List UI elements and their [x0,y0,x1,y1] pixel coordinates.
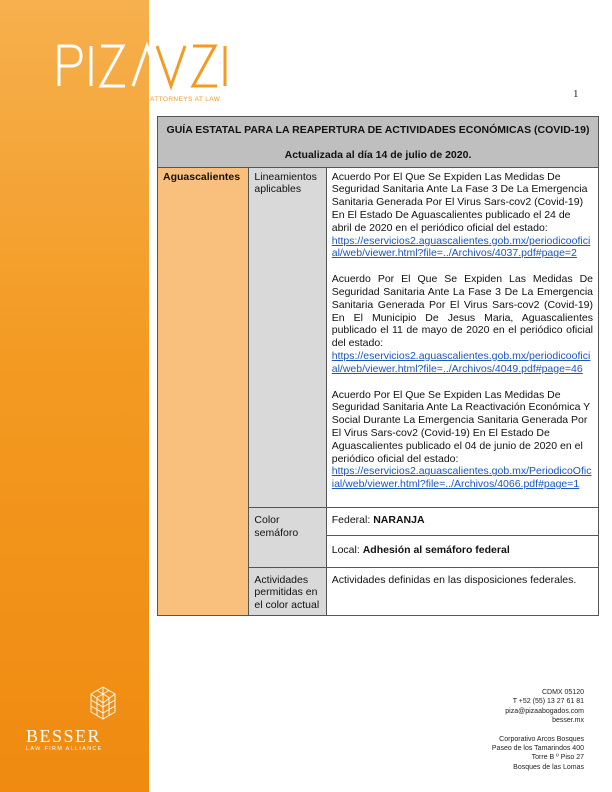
lineamientos-content [326,167,598,507]
address-line: Torre B º Piso 27 [531,754,584,762]
state-name: Aguascalientes [158,167,249,615]
header-row [158,117,599,168]
actividades-label: Actividades permitidas en el color actual [249,567,326,615]
address-line: Corporativo Arcos Bosques [499,735,584,743]
guide-table [157,116,599,616]
federal-label: Federal: [331,513,371,526]
acuerdo-link[interactable]: https://eservicios2.aguascalientes.gob.mx/periodicooficial/web/viewer.html?file=../Archivos/4049.pdf#page=46 [331,349,591,375]
local-value: Adhesión al semáforo federal [362,543,510,556]
list-item [332,273,593,375]
update-date: Actualizada al día 14 de julio de 2020. [284,148,472,161]
acuerdo-link[interactable]: https://eservicios2.aguascalientes.gob.mx/PeriodicoOficial/web/viewer.html?file=../Archivos/4066.pdf#page=1 [331,465,592,491]
list-item [332,389,593,491]
acuerdo-text: Acuerdo Por El Que Se Expiden Las Medidas De Seguridad Sanitaria Ante La Fase 3 De La Emergencia Sanitaria Generada Por El Virus Sars-cov2 (Covid-19) En El Municipio De Jesus Maria, Aguascalientes publicado el 11 de mayo de 2020 en el periódico oficial del estado: [331,273,593,350]
contact-city: CDMX 05120 [541,689,584,696]
piza-logo [57,40,156,89]
besser-name: BESSER [26,726,102,746]
sidebar-band [0,0,149,792]
logo-subtitle: ATTORNEYS AT LAW [150,96,221,103]
list-item [332,171,593,261]
piza-logo-mark [57,40,237,90]
federal-value: NARANJA [373,513,425,526]
semaforo-label: Color semáforo [249,507,326,567]
acuerdo-link[interactable]: https://eservicios2.aguascalientes.gob.mx/periodicooficial/web/viewer.html?file=../Archivos/4037.pdf#page=2 [331,234,591,260]
local-label: Local: [331,543,360,556]
acuerdo-text: Acuerdo Por El Que Se Expiden Las Medidas De Seguridad Sanitaria Ante La Reactivación Económica Y Social Durante La Emergencia Sanitaria Generada Por El Virus Sars-cov2 (Covid-19) En El Estado De Aguascalientes publicado el 04 de junio de 2020 en el periódico oficial del estado: [331,388,590,465]
page-number: 1 [573,88,579,100]
contact-email[interactable]: piza@pizaabogados.com [505,707,584,715]
contact-phone: T +52 (55) 13 27 61 81 [512,698,584,706]
acuerdo-text: Acuerdo Por El Que Se Expiden Las Medidas De Seguridad Sanitaria Ante La Fase 3 De La Emergencia Sanitaria Generada Por El Virus Sars-cov2 (Covid-19) En El Estado De Aguascalientes publicado el 24 de abril de 2020 en el periódico oficial del estado: [331,170,588,234]
besser-subtitle: LAW FIRM ALLIANCE [26,746,103,752]
actividades-value: Actividades definidas en las disposiciones federales. [326,567,598,615]
local-semaforo [326,535,598,567]
address-line: Bosques de las Lomas [513,763,584,771]
contact-website[interactable]: besser.mx [552,717,584,725]
address-line: Paseo de los Tamarindos 400 [491,745,584,753]
table-header [158,117,599,168]
besser-cube-icon [90,686,116,720]
federal-semaforo [326,507,598,535]
table-row [158,167,599,507]
document-title: GUÍA ESTATAL PARA LA REAPERTURA DE ACTIVIDADES ECONÓMICAS (COVID-19) [166,124,590,136]
lineamientos-label: Lineamientos aplicables [249,167,326,507]
contact-block [492,688,584,772]
